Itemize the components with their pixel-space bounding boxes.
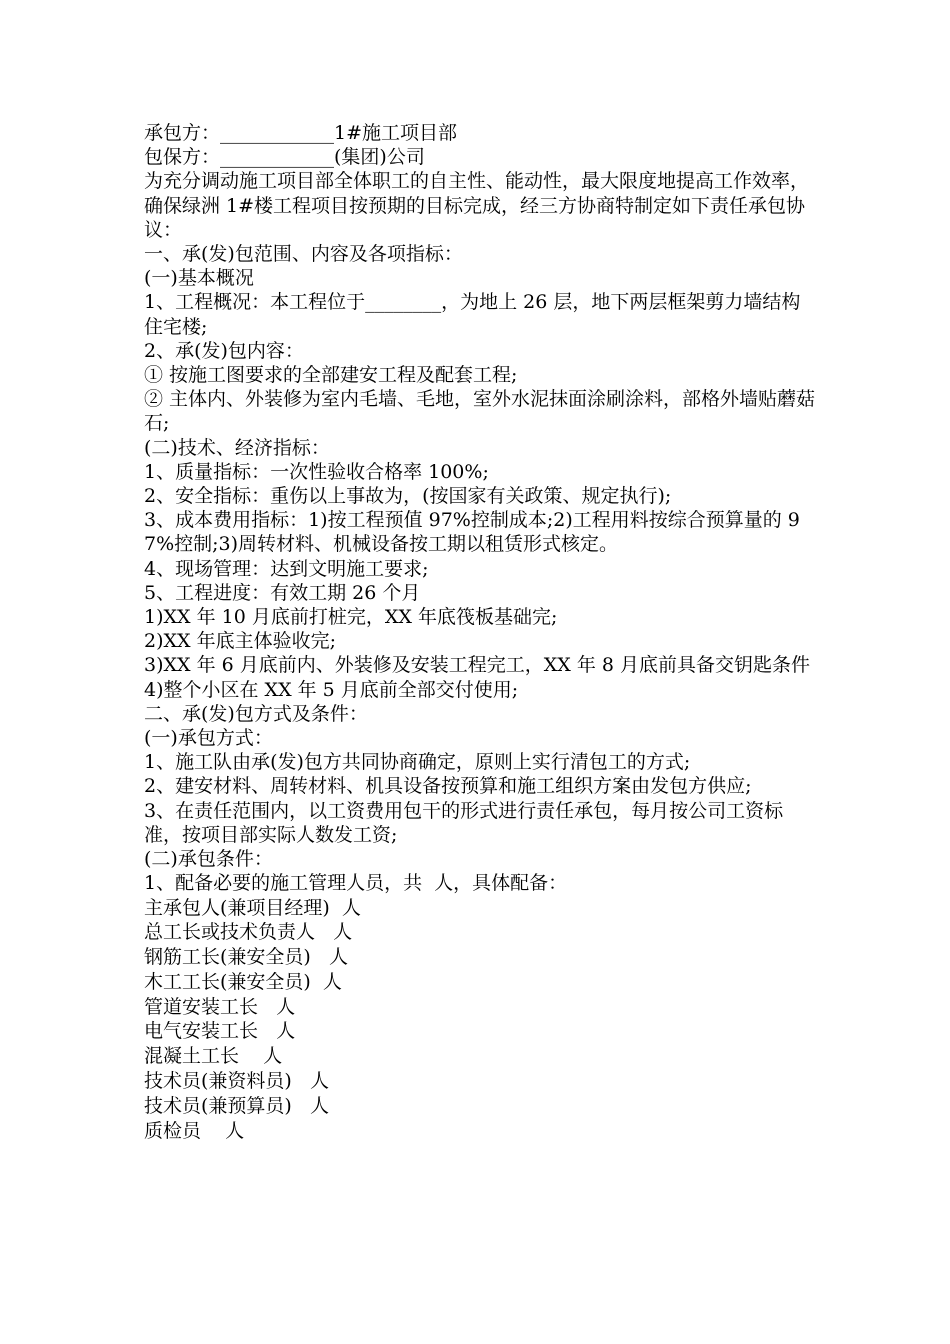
section-2-sub-2: (二)承包条件： (144, 848, 273, 871)
guarantor-line: 包保方：____________(集团)公司 (144, 146, 425, 169)
staff-item: 主承包人(兼项目经理) 人 (144, 896, 361, 919)
schedule-item: 2)XX 年底主体验收完; (144, 630, 336, 653)
staff-item: 技术员(兼预算员) 人 (144, 1094, 329, 1117)
section-1-sub-1: (一)基本概况 (144, 267, 254, 290)
staff-item: 木工工长(兼安全员) 人 (144, 970, 342, 993)
contract-content-heading: 2、承(发)包内容： (144, 339, 304, 362)
contract-content-item-2: ② 主体内、外装修为室内毛墙、毛地，室外水泥抹面涂刷涂料，部格外墙贴蘑菇石; (144, 388, 816, 435)
section-1-sub-2: (二)技术、经济指标： (144, 436, 330, 459)
document-body (144, 121, 816, 1143)
intro-paragraph: 为充分调动施工项目部全体职工的自主性、能动性，最大限度地提高工作效率，确保绿洲 1#楼工程项目按预期的目标完成，经三方协商特制定如下责任承包协议： (144, 170, 810, 241)
section-1-heading: 一、承(发)包范围、内容及各项指标： (144, 243, 463, 266)
tech-item: 4、现场管理：达到文明施工要求; (144, 557, 429, 580)
tech-item: 2、安全指标：重伤以上事故为，(按国家有关政策、规定执行); (144, 485, 672, 508)
contract-content-item-1: ① 按施工图要求的全部建安工程及配套工程; (144, 364, 518, 387)
method-item: 1、施工队由承(发)包方共同协商确定，原则上实行清包工的方式; (144, 751, 691, 774)
condition-item: 1、配备必要的施工管理人员，共 人，具体配备： (144, 872, 568, 895)
staff-item: 技术员(兼资料员) 人 (144, 1070, 329, 1093)
schedule-item: 3)XX 年 6 月底前内、外装修及安装工程完工，XX 年 8 月底前具备交钥匙条件 (144, 654, 811, 677)
staff-item: 钢筋工长(兼安全员) 人 (144, 946, 348, 969)
method-item: 3、在责任范围内，以工资费用包干的形式进行责任承包，每月按公司工资标准，按项目部实际人数发工资; (144, 799, 784, 846)
schedule-item: 4)整个小区在 XX 年 5 月底前全部交付使用; (144, 678, 519, 701)
tech-item: 5、工程进度：有效工期 26 个月 (144, 581, 421, 604)
method-item: 2、建安材料、周转材料、机具设备按预算和施工组织方案由发包方供应; (144, 775, 752, 798)
staff-item: 管道安装工长 人 (144, 995, 296, 1018)
section-2-heading: 二、承(发)包方式及条件： (144, 702, 368, 725)
tech-item: 3、成本费用指标：1)按工程预值 97%控制成本;2)工程用料按综合预算量的 97%控制;3)周转材料、机械设备按工期以租赁形式核定。 (144, 509, 800, 556)
section-2-sub-1: (一)承包方式： (144, 727, 273, 750)
staff-item: 质检员 人 (144, 1119, 245, 1142)
schedule-item: 1)XX 年 10 月底前打桩完，XX 年底筏板基础完; (144, 606, 558, 629)
staff-item: 混凝土工长 人 (144, 1045, 283, 1068)
tech-item: 1、质量指标：一次性验收合格率 100%; (144, 460, 489, 483)
contractor-line: 承包方：____________1#施工项目部 (144, 122, 458, 144)
staff-item: 总工长或技术负责人 人 (144, 921, 353, 944)
project-overview: 1、工程概况：本工程位于________，为地上 26 层，地下两层框架剪力墙结构住宅楼; (144, 291, 801, 338)
staff-list (144, 896, 816, 1144)
staff-item: 电气安装工长 人 (144, 1020, 296, 1043)
